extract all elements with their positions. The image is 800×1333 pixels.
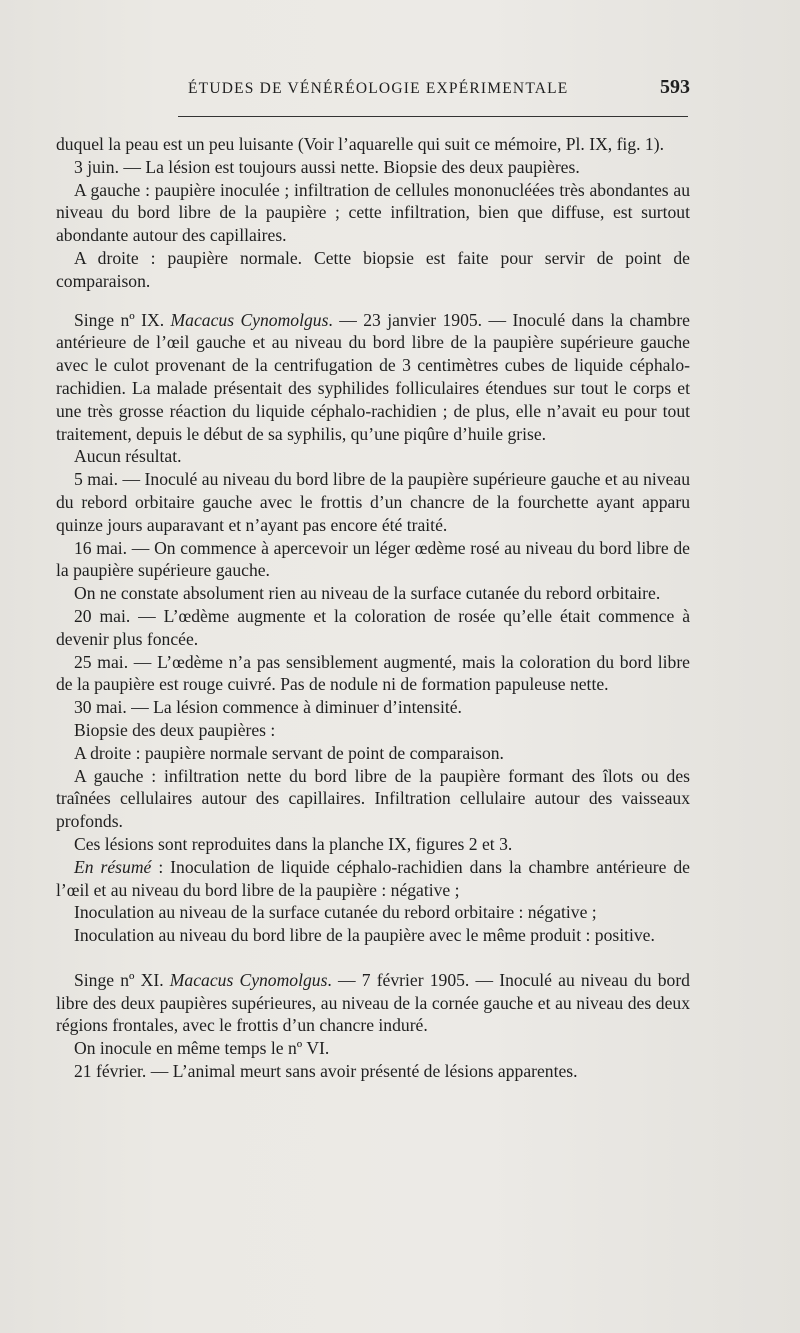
paragraph: Biopsie des deux paupières : — [74, 719, 276, 740]
species-name: Macacus Cynomolgus — [170, 309, 329, 330]
paragraph: 20 mai. — L’œdème augmente et la coloration de rosée qu’elle était commence à devenir plus foncée. — [56, 605, 690, 649]
specimen-label: Singe nº IX. — [74, 309, 171, 330]
paragraph: 3 juin. — La lésion est toujours aussi nette. Biopsie des deux paupières. — [74, 156, 580, 177]
paragraph — [56, 309, 690, 446]
paragraph: On ne constate absolument rien au niveau de la surface cutanée du rebord orbitaire. — [74, 583, 661, 604]
paragraph-text: . — 23 janvier 1905. — Inoculé dans la chambre antérieure de l’œil gauche et au niveau du bord libre de la paupière supérieure gauche avec le culot provenant de la centrifugation de 3 centimètres cubes de liquide céphalo-rachidien. La malade présentait des syphilides folliculaires étendues sur tout le corps et une très grosse réaction du liquide céphalo-rachidien ; de plus, elle n’avait eu pour tout traitement, depuis le début de sa syphilis, qu’une piqûre d’huile grise. — [56, 309, 690, 444]
paragraph-text: : Inoculation de liquide céphalo-rachidien dans la chambre antérieure de l’œil et au niveau du bord libre de la paupière : négative ; — [56, 856, 690, 900]
paragraph: On inocule en même temps le nº VI. — [74, 1038, 330, 1059]
paragraph: A droite : paupière normale servant de point de comparaison. — [74, 742, 504, 763]
paragraph: duquel la peau est un peu luisante (Voir l’aquarelle qui suit ce mémoire, Pl. IX, fig. 1). — [56, 134, 664, 154]
species-name: Macacus Cynomolgus — [169, 969, 328, 990]
section-gap — [56, 293, 690, 309]
paragraph: Inoculation au niveau de la surface cutanée du rebord orbitaire : négative ; — [74, 902, 597, 923]
section-gap — [56, 947, 690, 969]
paragraph: Ces lésions sont reproduites dans la planche IX, figures 2 et 3. — [74, 833, 513, 854]
paragraph — [56, 856, 690, 902]
paragraph: 30 mai. — La lésion commence à diminuer d’intensité. — [74, 697, 462, 718]
summary-label: En résumé — [74, 856, 152, 877]
paragraph: A gauche : infiltration nette du bord libre de la paupière formant des îlots ou des traînées cellulaires autour des capillaires. Infiltration cellulaire autour des vaisseaux profonds. — [56, 765, 690, 832]
paragraph: A gauche : paupière inoculée ; infiltration de cellules mononucléées très abondantes au niveau du bord libre de la paupière ; cette infiltration, bien que diffuse, est surtout abondante autour des capillaires. — [56, 179, 690, 246]
body-text — [56, 133, 690, 1083]
paragraph: 16 mai. — On commence à apercevoir un léger œdème rosé au niveau du bord libre de la paupière supérieure gauche. — [56, 537, 690, 581]
paragraph: Inoculation au niveau du bord libre de la paupière avec le même produit : positive. — [74, 925, 655, 946]
specimen-label: Singe nº XI. — [74, 969, 170, 990]
header-rule — [178, 116, 688, 117]
paragraph: 21 février. — L’animal meurt sans avoir présenté de lésions apparentes. — [74, 1061, 578, 1082]
paragraph — [56, 969, 690, 1037]
running-title: ÉTUDES DE VÉNÉRÉOLOGIE EXPÉRIMENTALE — [188, 80, 569, 97]
paragraph-text: . — 7 février 1905. — Inoculé au niveau du bord libre des deux paupières supérieures, au niveau de la cornée gauche et au niveau des deux régions frontales, avec le frottis d’un chancre induré. — [56, 969, 690, 1036]
page-header — [56, 76, 696, 106]
paragraph: A droite : paupière normale. Cette biopsie est faite pour servir de point de comparaison. — [56, 247, 690, 291]
paragraph: 5 mai. — Inoculé au niveau du bord libre de la paupière supérieure gauche et au niveau du rebord orbitaire gauche avec le frottis d’un chancre de la fourchette ayant apparu quinze jours auparavant et n’ayant pas encore été traité. — [56, 469, 690, 535]
paragraph: Aucun résultat. — [74, 446, 182, 467]
page-number: 593 — [660, 76, 690, 98]
paragraph: 25 mai. — L’œdème n’a pas sensiblement augmenté, mais la coloration du bord libre de la paupière est rouge cuivré. Pas de nodule ni de formation papuleuse nette. — [56, 651, 690, 695]
